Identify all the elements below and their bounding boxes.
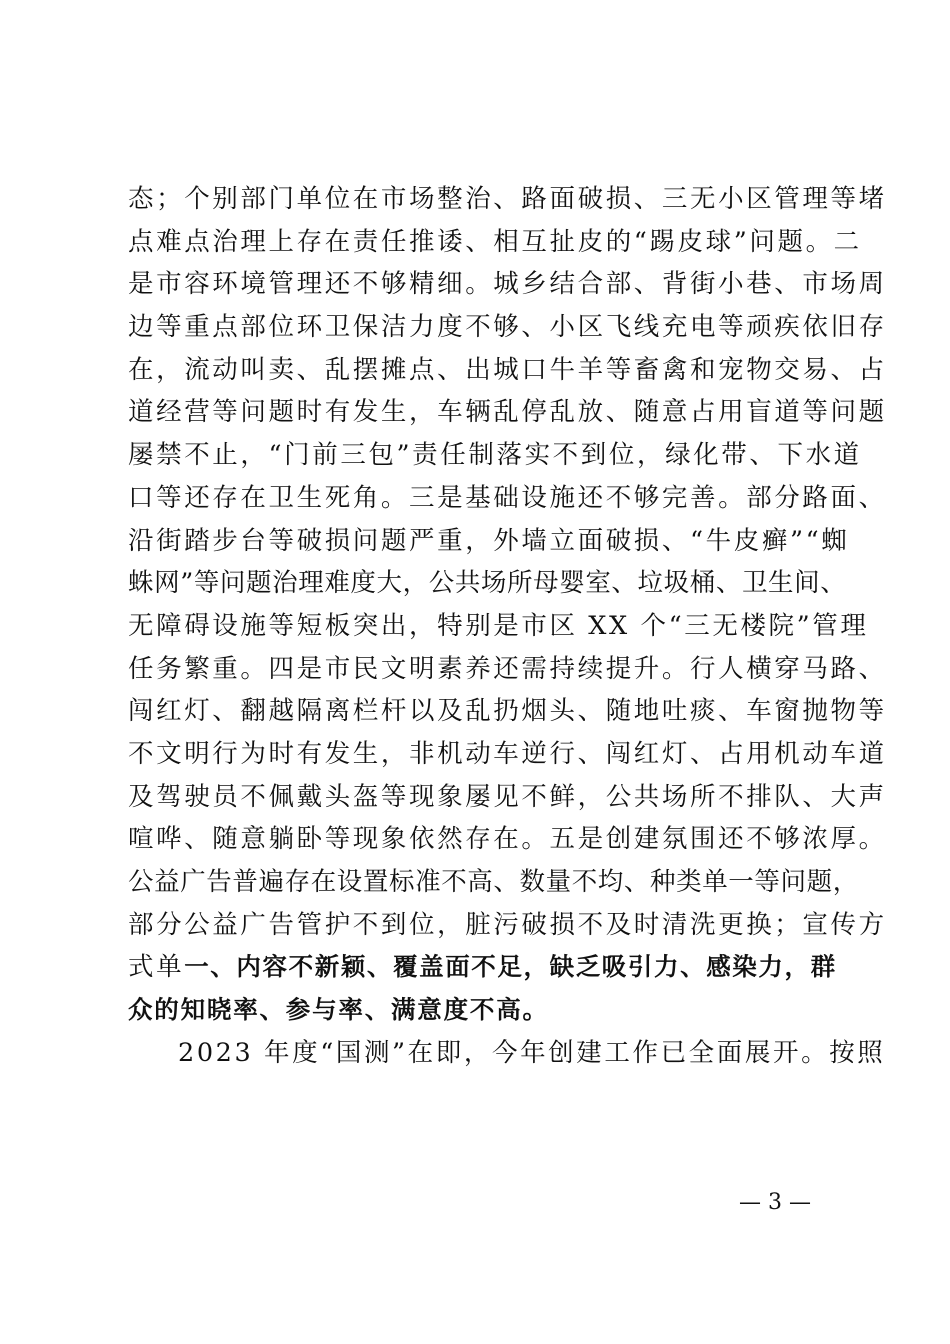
text-line-19-bold: 一、内容不新颖、覆盖面不足，缺乏吸引力、感染力，群	[184, 952, 837, 982]
text-line-17: 公益广告普遍存在设置标准不高、数量不均、种类单一等问题，	[128, 867, 859, 897]
text-line-19	[128, 946, 838, 989]
text-line-2: 点难点治理上存在责任推诿、相互扯皮的“踢皮球”问题。二	[128, 226, 862, 257]
text-line-18: 部分公益广告管护不到位，脏污破损不及时清洗更换；宣传方	[128, 909, 887, 940]
text-line-13: 闯红灯、翻越隔离栏杆以及乱扔烟头、随地吐痰、车窗抛物等	[128, 696, 887, 727]
text-line-4: 边等重点部位环卫保洁力度不够、小区飞线充电等顽疾依旧存	[128, 312, 887, 343]
text-line-3: 是市容环境管理还不够精细。城乡结合部、背街小巷、市场周	[128, 269, 887, 300]
text-line-16: 喧哗、随意躺卧等现象依然存在。五是创建氛围还不够浓厚。	[128, 824, 887, 855]
text-line-19-normal: 式单	[128, 952, 185, 983]
text-line-5: 在，流动叫卖、乱摆摊点、出城口牛羊等畜禽和宠物交易、占	[128, 354, 887, 385]
text-line-21: 2023 年度“国测”在即，今年创建工作已全面展开。按照	[178, 1037, 886, 1068]
text-line-14: 不文明行为时有发生，非机动车逆行、闯红灯、占用机动车道	[128, 738, 887, 769]
text-line-1: 态；个别部门单位在市场整治、路面破损、三无小区管理等堵	[128, 184, 887, 214]
body-text	[128, 178, 887, 1074]
text-line-9: 沿街踏步台等破损问题严重，外墙立面破损、“牛皮癣”“蜘	[128, 525, 850, 556]
text-line-11: 无障碍设施等短板突出，特别是市区 XX 个“三无楼院”管理	[128, 610, 869, 641]
text-line-7: 屡禁不止，“门前三包”责任制落实不到位，绿化带、下水道	[128, 440, 862, 471]
text-line-10: 蛛网”等问题治理难度大，公共场所母婴室、垃圾桶、卫生间、	[128, 568, 847, 599]
text-line-12: 任务繁重。四是市民文明素养还需持续提升。行人横穿马路、	[128, 653, 887, 684]
page-number: — 3 —	[739, 1190, 811, 1215]
text-line-6: 道经营等问题时有发生，车辆乱停乱放、随意占用盲道等问题	[128, 397, 887, 428]
text-line-15: 及驾驶员不佩戴头盔等现象屡见不鲜，公共场所不排队、大声	[128, 781, 887, 812]
text-line-20: 众的知晓率、参与率、满意度不高。	[128, 995, 549, 1025]
text-line-8: 口等还存在卫生死角。三是基础设施还不够完善。部分路面、	[128, 482, 887, 513]
